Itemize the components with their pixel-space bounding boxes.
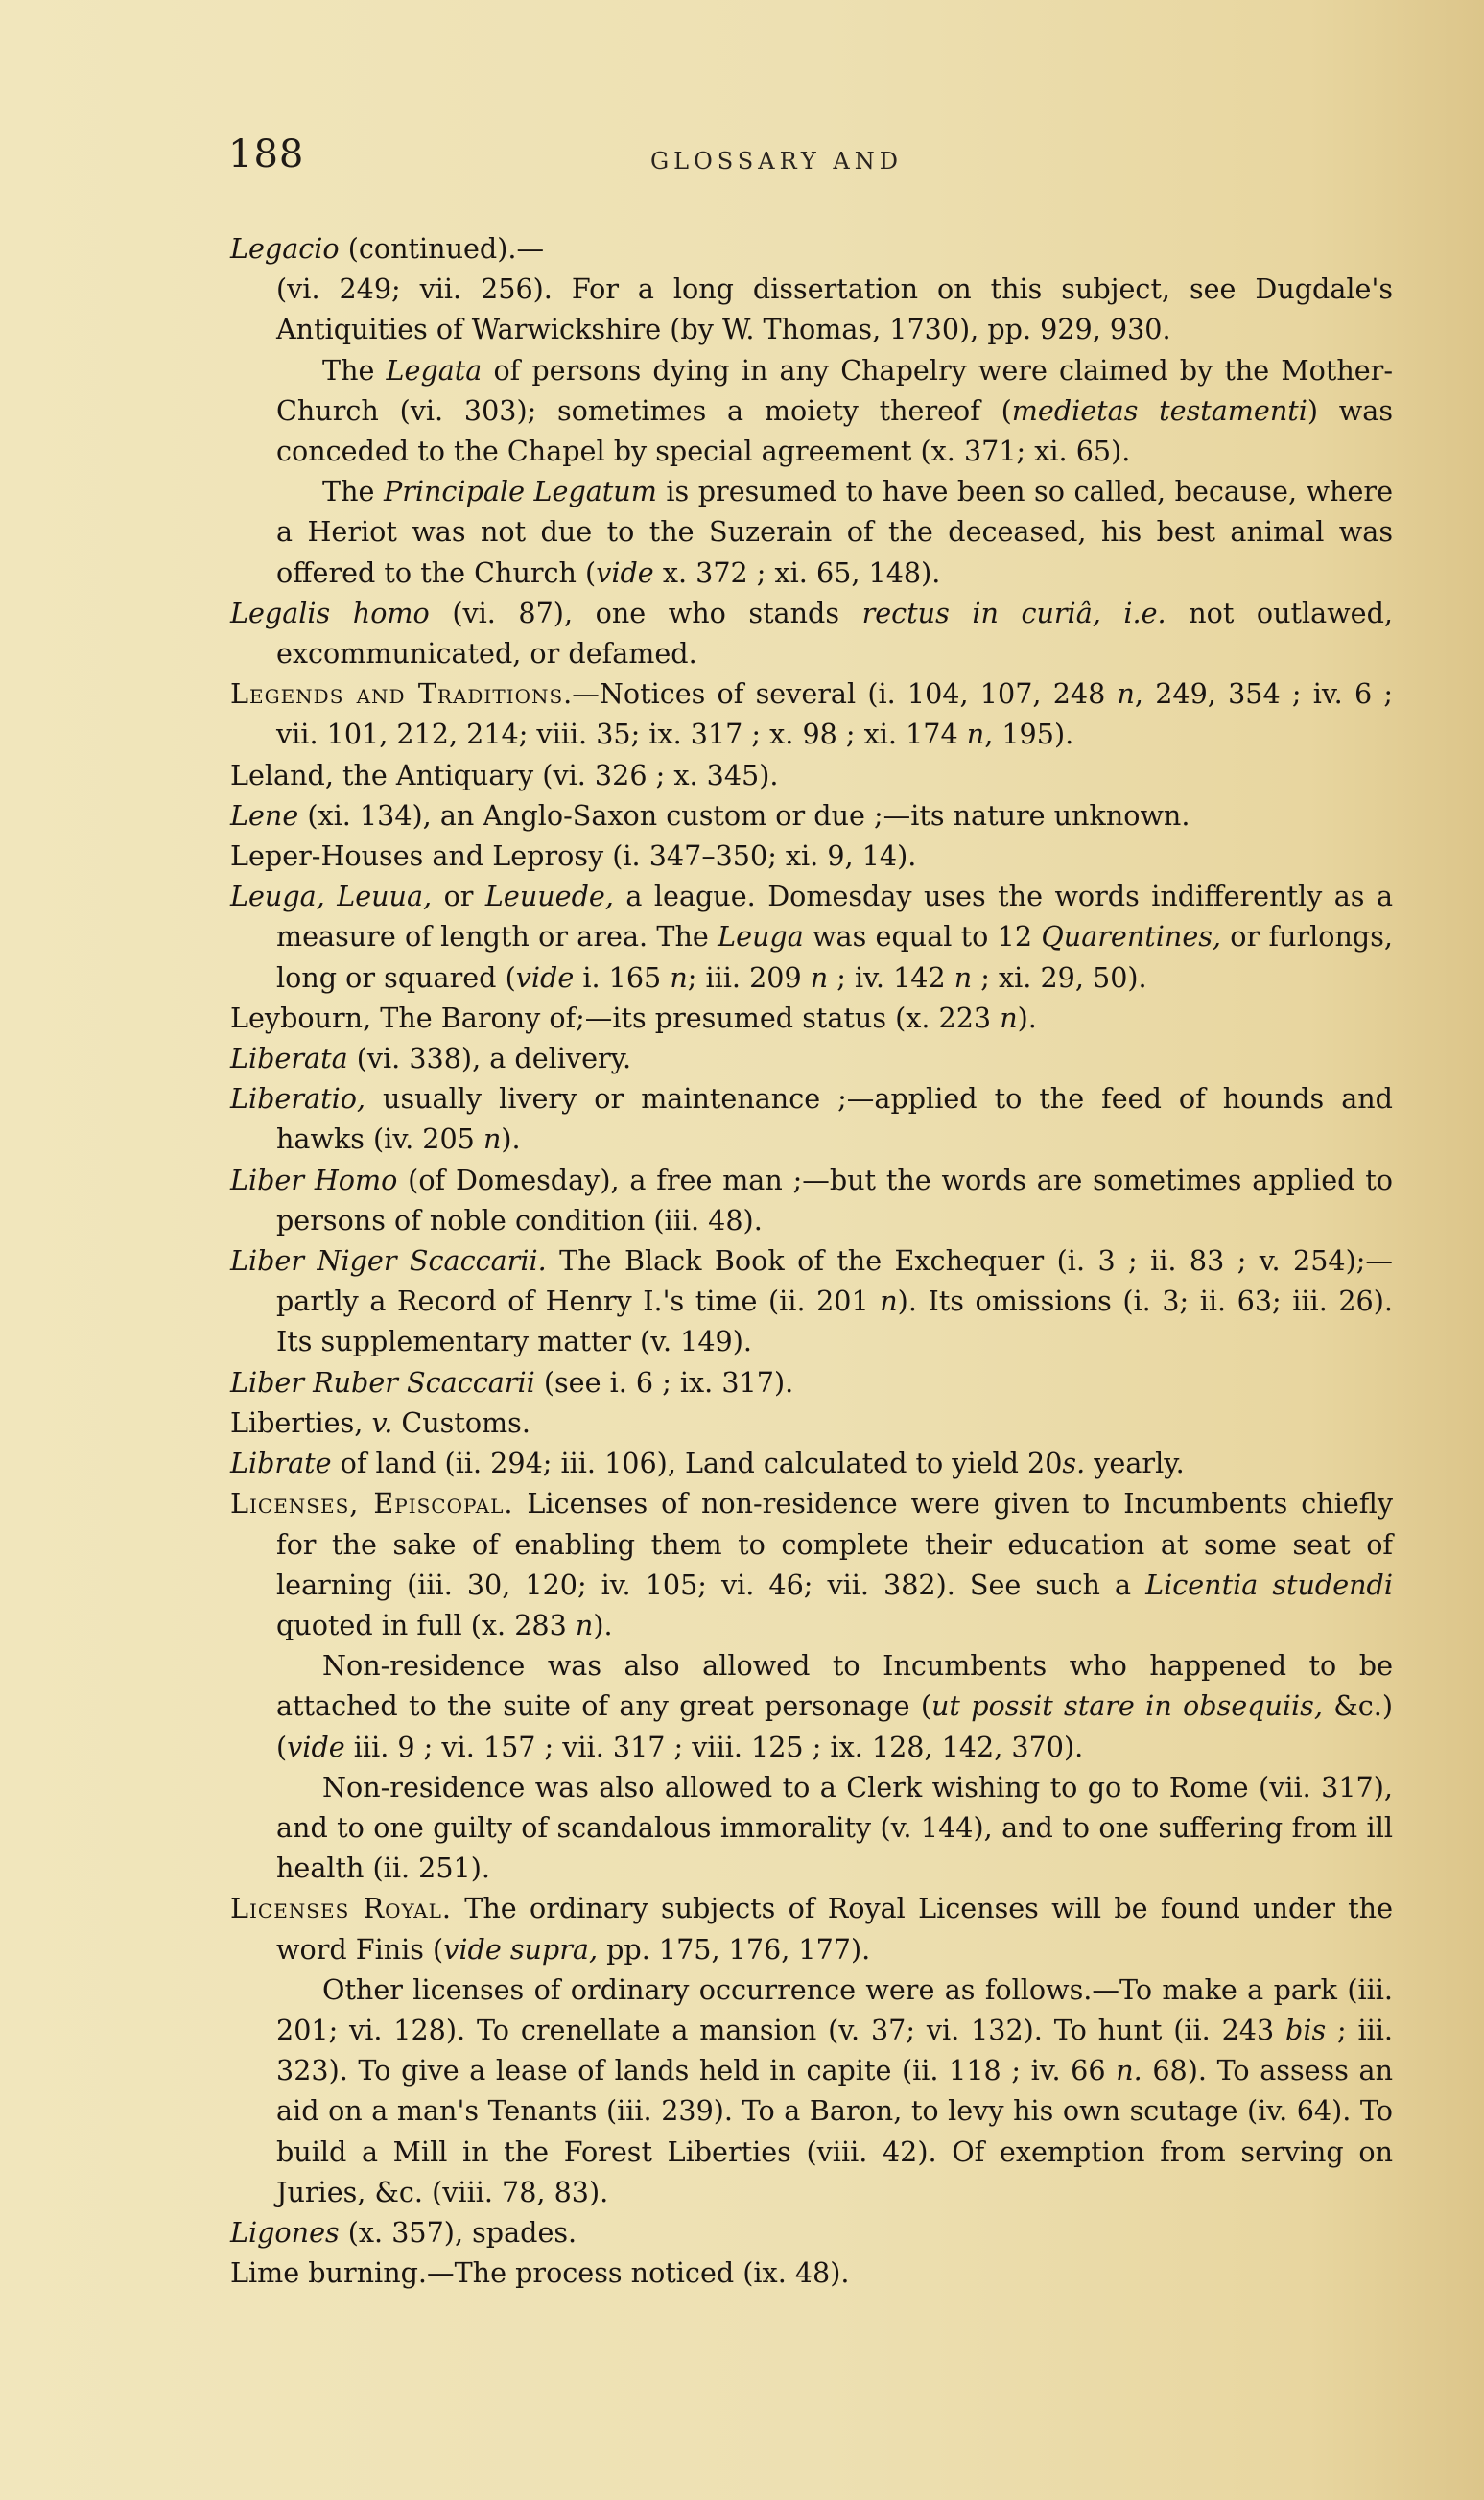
headword: Liber Niger Scaccarii. — [230, 1244, 547, 1278]
page-header — [228, 132, 1418, 190]
entry-legends: Legends and Traditions.—Notices of several (i. 104, 107, 248 n, 249, 354 ; iv. 6 ; vii. 101, 212, 214; viii. 35; ix. 317 ; x. 98 ; xi. 174 n, 195). — [230, 677, 1393, 751]
headword: Legalis homo — [230, 596, 430, 629]
entry-leuga: Leuga, Leuua, or Leuuede, a league. Domesday uses the words indifferently as a measure of length or area. The Leuga was equal to 12 Quarentines, or furlongs, long or squared (vide i. 165 n; iii. 209 n ; iv. 142 n ; xi. 29, 50). — [230, 880, 1393, 994]
headword: Legends and Traditions — [230, 677, 564, 711]
headword: Liberata — [230, 1042, 348, 1075]
headword: Librate — [230, 1447, 332, 1480]
entry-non-residence-1: Non-residence was also allowed to Incumbents who happened to be attached to the suite of any great personage (ut possit stare in obsequiis, &c.) (vide iii. 9 ; vi. 157 ; vii. 317 ; viii. 125 ; ix. 128, 142, 370). — [276, 1649, 1393, 1763]
running-head: GLOSSARY AND — [650, 148, 903, 175]
entry-librate: Librate of land (ii. 294; iii. 106), Land calculated to yield 20s. yearly. — [230, 1447, 1185, 1480]
headword: Legacio — [230, 232, 340, 265]
entry-licenses-royal: Licenses Royal. The ordinary subjects of Royal Licenses will be found under the word Finis (vide supra, pp. 175, 176, 177). — [230, 1892, 1393, 1966]
headword: Licenses, Episcopal. — [230, 1487, 514, 1521]
entry-lene: Lene (xi. 134), an Anglo-Saxon custom or due ;—its nature unknown. — [230, 798, 1190, 832]
entry-non-residence-2: Non-residence was also allowed to a Clerk wishing to go to Rome (vii. 317), and to one guilty of scandalous immorality (v. 144), and to one suffering from ill health (ii. 251). — [276, 1770, 1393, 1885]
headword: Ligones — [230, 2215, 340, 2249]
entry-leybourn: Leybourn, The Barony of;—its presumed status (x. 223 n). — [230, 1001, 1037, 1034]
headword: Liber Homo — [230, 1163, 398, 1196]
headword: Leuga, Leuua, — [230, 880, 433, 913]
headword: Liber Ruber Scaccarii — [230, 1365, 535, 1399]
entry-leland: Leland, the Antiquary (vi. 326 ; x. 345). — [230, 758, 779, 791]
entry-lime-burning: Lime burning.—The process noticed (ix. 48). — [230, 2256, 850, 2290]
headword: Licenses Royal. — [230, 1892, 452, 1925]
entry-liberata: Liberata (vi. 338), a delivery. — [230, 1042, 632, 1075]
entry-legacio: Legacio (continued).— — [230, 232, 545, 265]
headword: Liberatio, — [230, 1082, 366, 1116]
entry-other-licenses: Other licenses of ordinary occurrence were as follows.—To make a park (iii. 201; vi. 128). To crenellate a mansion (v. 37; vi. 132). To hunt (ii. 243 bis ; iii. 323). To give a lease of lands held in capite (ii. 118 ; iv. 66 n. 68). To assess an aid on a man's Tenants (iii. 239). To a Baron, to levy his own scutage (iv. 64). To build a Mill in the Forest Liberties (viii. 42). Of exemption from serving on Juries, &c. (viii. 78, 83). — [276, 1972, 1393, 2208]
entry-licenses-episcopal: Licenses, Episcopal. Licenses of non-residence were given to Incumbents chiefly for the sake of enabling them to complete their education at some seat of learning (iii. 30, 120; iv. 105; vi. 46; vii. 382). See such a Licentia studendi quoted in full (x. 283 n). — [230, 1487, 1393, 1641]
entry-legacio-text: (vi. 249; vii. 256). For a long dissertation on this subject, see Dugdale's Antiquities of Warwickshire (by W. Thomas, 1730), pp. 929, 930. — [276, 272, 1393, 346]
entry-leper-houses: Leper-Houses and Leprosy (i. 347–350; xi. 9, 14). — [230, 839, 917, 873]
entry-liberatio: Liberatio, usually livery or maintenance ;—applied to the feed of hounds and hawks (iv. 205 n). — [230, 1082, 1393, 1156]
entry-liber-niger: Liber Niger Scaccarii. The Black Book of the Exchequer (i. 3 ; ii. 83 ; v. 254);—partly a Record of Henry I.'s time (ii. 201 n). Its omissions (i. 3; ii. 63; iii. 26). Its supplementary matter (v. 149). — [230, 1244, 1393, 1358]
entry-legata: The Legata of persons dying in any Chapelry were claimed by the Mother-Church (vi. 303); sometimes a moiety thereof (medietas testamenti) was conceded to the Chapel by special agreement (x. 371; xi. 65). — [276, 353, 1393, 468]
entry-liber-ruber: Liber Ruber Scaccarii (see i. 6 ; ix. 317). — [230, 1365, 794, 1399]
headword: Lene — [230, 798, 299, 832]
entry-liberties: Liberties, v. Customs. — [230, 1405, 530, 1439]
entry-legalis-homo: Legalis homo (vi. 87), one who stands rectus in curiâ, i.e. not outlawed, excommunicated, or defamed. — [230, 596, 1393, 671]
glossary-body — [230, 228, 1393, 2293]
page-number: 188 — [228, 132, 305, 177]
entry-liber-homo: Liber Homo (of Domesday), a free man ;—but the words are sometimes applied to persons of noble condition (iii. 48). — [230, 1163, 1393, 1237]
entry-ligones: Ligones (x. 357), spades. — [230, 2215, 577, 2249]
entry-principale-legatum: The Principale Legatum is presumed to have been so called, because, where a Heriot was not due to the Suzerain of the deceased, his best animal was offered to the Church (vide x. 372 ; xi. 65, 148). — [276, 475, 1393, 589]
